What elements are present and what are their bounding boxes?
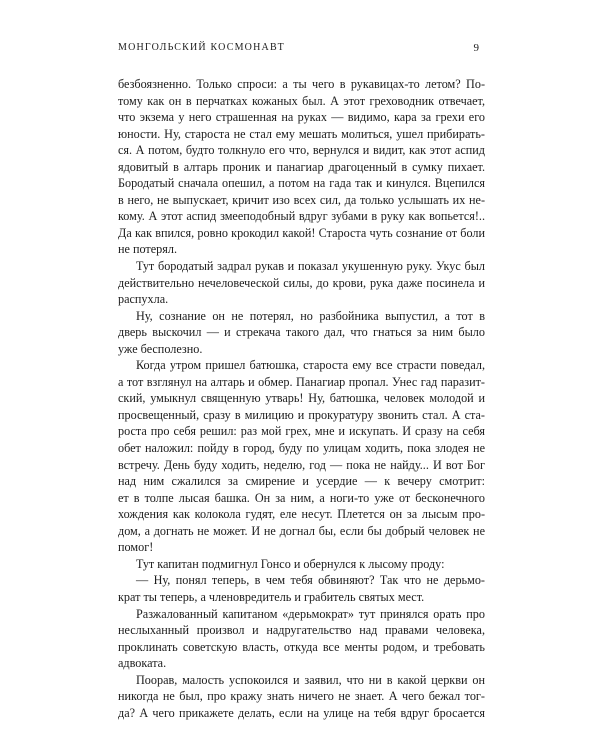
text-line: безбоязненно. Только спроси: а ты чего в рукавицах-то летом? По- xyxy=(118,77,485,91)
paragraph xyxy=(118,572,485,605)
text-line: в него, не выпускает, кричит изо всех сил, да только услышать их не- xyxy=(118,192,485,207)
text-line: никогда не был, про кражу знать ничего не знает. А чего бежал тог- xyxy=(118,689,485,704)
paragraph xyxy=(118,606,485,672)
text-line: Да как впился, ровно крокодил какой! Староста чуть сознание от боли xyxy=(118,225,485,240)
text-line: ский, умыкнул священную утварь! Ну, батюшка, человек молодой и xyxy=(118,391,485,406)
text-line: уже бесполезно. xyxy=(118,341,203,356)
paragraph xyxy=(118,556,485,573)
paragraph xyxy=(118,672,485,722)
text-line: над ним сжалился за смирение и усердие — к вечеру смотрит: xyxy=(118,474,485,489)
text-line: дом, а догнать не может. И не догнал бы, если бы добрый человек не xyxy=(118,523,485,538)
text-line: хождения как колокола гудят, еле несут. Плетется он за лысым про- xyxy=(118,507,485,522)
paragraph xyxy=(118,308,485,358)
text-line: просвещенный, сразу в милицию и прокуратуру звонить стал. А ста- xyxy=(118,407,485,422)
running-header xyxy=(118,41,485,55)
text-line: Тут бородатый задрал рукав и показал укушенную руку. Укус был xyxy=(136,259,485,274)
text-line: Разжалованный капитаном «дерьмократ» тут принялся орать про xyxy=(136,606,485,621)
text-line: Когда утром пришел батюшка, староста ему все страсти поведал, xyxy=(136,358,485,373)
text-line: неслыханный произвол и надругательство над правами человека, xyxy=(118,623,485,638)
text-line: тому как он в перчатках кожаных был. А этот греховодник отвечает, xyxy=(118,93,485,108)
page-number: 9 xyxy=(473,42,479,54)
text-line: — Ну, понял теперь, в чем тебя обвиняют? Так что не дерьмо- xyxy=(136,573,485,588)
text-line: кому. А этот аспид змееподобный вдруг зубами в руку как вопьется!.. xyxy=(118,209,485,224)
text-line: Тут капитан подмигнул Гонсо и обернулся к лысому проду: xyxy=(136,556,445,571)
text-line: а тот взглянул на алтарь и обмер. Панагиар пропал. Унес гад паразит- xyxy=(118,374,485,389)
text-line: юности. Ну, староста не стал ему мешать молиться, ушел прибирать- xyxy=(118,126,485,141)
text-line: да? А чего прикажете делать, если на улице на тебя вдруг бросается xyxy=(118,705,485,720)
paragraph xyxy=(118,258,485,308)
text-line: не потерял. xyxy=(118,242,177,257)
text-line: Ну, сознание он не потерял, но разбойника выпустил, а тот в xyxy=(136,308,485,323)
text-line: Бородатый сначала опешил, а потом на гада так и кинулся. Вцепился xyxy=(118,176,485,191)
text-line: роста про себя решил: раз мой грех, мне и искупать. И сразу на себя xyxy=(118,424,485,439)
text-line: ет в толпе лысая башка. Он за ним, а ноги-то уже от бесконечного xyxy=(118,490,485,505)
text-line: обет наложил: пойду в город, буду по улицам ходить, пока злодея не xyxy=(118,441,485,456)
text-line: что экзема у него страшенная на руках — видимо, кара за грехи его xyxy=(118,110,485,125)
paragraph xyxy=(118,357,485,556)
text-line: ядовитый в алтарь проник и панагиар драгоценный в сумку пихает. xyxy=(118,159,485,174)
text-line: крат ты теперь, а членовредитель и грабитель святых мест. xyxy=(118,589,425,604)
running-title: МОНГОЛЬСКИЙ КОСМОНАВТ xyxy=(118,42,285,53)
text-line: проклинать советскую власть, откуда все менты родом, и требовать xyxy=(118,639,485,654)
text-line: распухла. xyxy=(118,292,169,307)
text-line: встречу. День буду ходить, неделю, год — пока не найду... И вот Бог xyxy=(118,457,485,472)
paragraph xyxy=(118,76,485,258)
text-line: дверь выскочил — и стрекача такого дал, что гнаться за ним было xyxy=(118,325,485,340)
text-line: адвоката. xyxy=(118,656,167,671)
text-line: ся. А потом, будто толкнуло его что, вернулся и видит, как этот аспид xyxy=(118,143,485,158)
text-line: Поорав, малость успокоился и заявил, что ни в какой церкви он xyxy=(136,672,485,687)
text-line: помог! xyxy=(118,540,154,555)
text-line: действительно нечеловеческой силы, до крови, рука даже посинела и xyxy=(118,275,485,290)
body-text xyxy=(118,76,485,721)
